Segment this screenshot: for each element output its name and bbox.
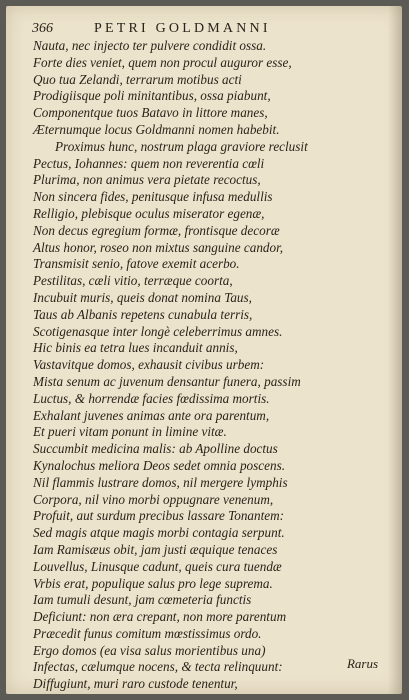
verse-line: Quo tua Zelandi, terrarum motibus acti xyxy=(33,71,242,87)
verse-line: Componentque tuos Batavo in littore manes, xyxy=(33,105,268,121)
verse-line: Sed magis atque magis morbi contagia serpunt. xyxy=(33,525,285,541)
verse-line: Deficiunt: non æra crepant, non more parentum xyxy=(33,609,287,625)
verse-line: Nauta, nec injecto ter pulvere condidit ossa. xyxy=(33,38,267,53)
verse-line: Prodigiisque poli minitantibus, ossa piabunt, xyxy=(33,88,271,104)
verse-line: Æternumque locus Goldmanni nomen habebit. xyxy=(33,121,280,137)
page-header xyxy=(32,20,382,38)
verse-line: Profuit, aut surdum precibus lassare Tonantem: xyxy=(33,508,285,524)
book-page xyxy=(6,6,402,694)
verse-line: Kynalochus meliora Deos sedet omnia poscens. xyxy=(33,457,285,473)
verse-line: Ergo domos (ea visa salus morientibus una) xyxy=(33,642,266,658)
page-number: 366 xyxy=(32,21,53,36)
running-head: PETRI GOLDMANNI xyxy=(94,21,271,36)
verse-line: Transmisit senio, fatove exemit acerbo. xyxy=(33,256,240,272)
verse-line: Incubuit muris, queis donat nomina Taus, xyxy=(33,289,252,305)
verse-line: Infectas, cælumque nocens, & tecta relinquunt: xyxy=(33,659,283,675)
verse-line: Taus ab Albanis repetens cunabula terris, xyxy=(33,306,253,322)
verse-line: Vastavitque domos, exhausit civibus urbem: xyxy=(33,357,265,373)
verse-line: Præcedit funus comitum mœstissimus ordo. xyxy=(33,625,262,641)
verse-line: Forte dies veniet, quem non procul auguror esse, xyxy=(33,54,292,70)
verse-line: Iam Ramisæus obit, jam justi æquique tenaces xyxy=(33,541,278,557)
verse-line: Altus honor, roseo non mixtus sanguine candor, xyxy=(33,239,284,255)
verse-line: Iam tumuli desunt, jam cœmeteria functis xyxy=(33,592,252,608)
verse-line: Proximus hunc, nostrum plaga graviore reclusit xyxy=(55,138,308,154)
verse-line: Exhalant juvenes animas ante ora parentum, xyxy=(33,407,270,423)
verse-line: Et pueri vitam ponunt in limine vitæ. xyxy=(33,424,227,440)
verse-line: Plurima, non animus vera pietate recoctus, xyxy=(33,172,261,188)
verse-line: Pestilitas, cæli vitio, terræque coorta, xyxy=(33,273,233,289)
verse-line: Hic binis ea tetra lues incanduit annis, xyxy=(33,340,238,356)
verse-line: Nil flammis lustrare domos, nil mergere lymphis xyxy=(33,474,288,490)
catchword: Rarus xyxy=(346,656,378,671)
verse-line: Non sincera fides, penitusque infusa medullis xyxy=(33,189,273,205)
verse-line: Vrbis erat, populique salus pro lege suprema. xyxy=(33,575,273,591)
verse-line: Succumbit medicina malis: ab Apolline doctus xyxy=(33,441,278,457)
verse-line: Corpora, nil vino morbi oppugnare venenum, xyxy=(33,491,274,507)
verse-line: Louvellus, Linusque cadunt, queis cura tuendæ xyxy=(33,558,282,574)
verse-line: Luctus, & horrendæ facies fœdissima mortis. xyxy=(33,390,270,406)
verse-line: Pectus, Iohannes: quem non reverentia cœli xyxy=(33,155,265,171)
verse-line: Relligio, plebisque oculus miserator egenæ, xyxy=(33,205,265,221)
verse-text xyxy=(33,38,393,693)
verse-line: Scotigenasque inter longè celeberrimus amnes. xyxy=(33,323,283,339)
verse-line: Mista senum ac juvenum densantur funera, passim xyxy=(33,373,301,389)
verse-line: Non decus egregium formæ, frontisque decoræ xyxy=(33,222,280,238)
verse-line: Diffugiunt, muri raro custode tenentur, xyxy=(33,676,238,692)
